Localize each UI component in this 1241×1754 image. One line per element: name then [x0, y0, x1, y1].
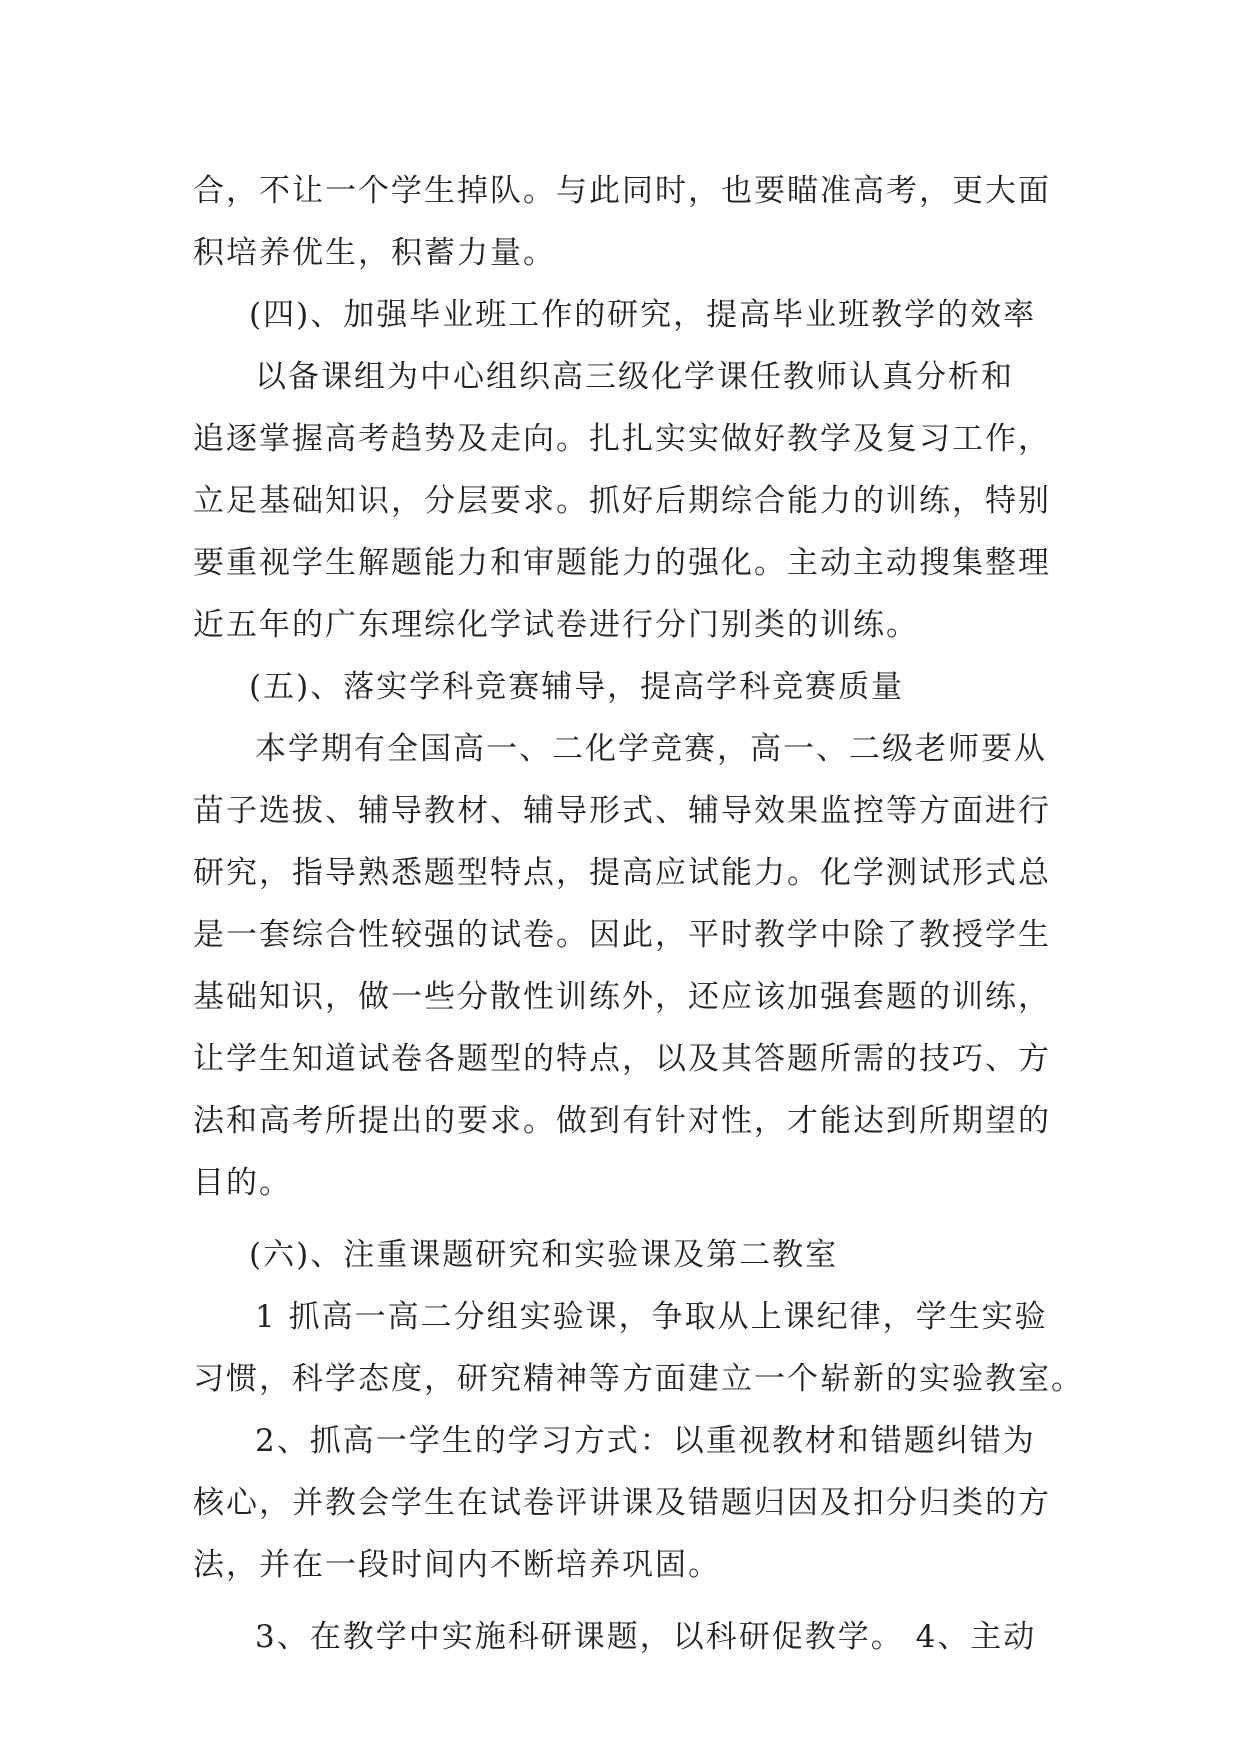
paragraph-line: 立足基础知识，分层要求。抓好后期综合能力的训练，特别 — [193, 483, 1051, 519]
paragraph-line: 让学生知道试卷各题型的特点，以及其答题所需的技巧、方 — [193, 1041, 1051, 1077]
paragraph-line: 3、在教学中实施科研课题，以科研促教学。 4、主动 — [255, 1619, 1037, 1655]
paragraph-gap — [193, 1596, 1051, 1606]
paragraph-line: 以备课组为中心组织高三级化学课任教师认真分析和 — [255, 359, 1014, 395]
paragraph-line: 1 抓高一高二分组实验课，争取从上课纪律，学生实验 — [255, 1299, 1048, 1335]
paragraph-line: 是一套综合性较强的试卷。因此，平时教学中除了教授学生 — [193, 917, 1051, 953]
section-heading-4: (四)、加强毕业班工作的研究，提高毕业班教学的效率 — [249, 297, 1037, 333]
section-heading-5: (五)、落实学科竞赛辅导，提高学科竞赛质量 — [249, 669, 905, 705]
document-body — [193, 160, 1084, 1668]
paragraph-line: 核心，并教会学生在试卷评讲课及错题归因及扣分归类的方 — [193, 1485, 1051, 1521]
paragraph-line: 基础知识，做一些分散性训练外，还应该加强套题的训练， — [193, 979, 1051, 1015]
paragraph-line: 合，不让一个学生掉队。与此同时，也要瞄准高考，更大面 — [193, 173, 1051, 209]
paragraph-line: 研究，指导熟悉题型特点，提高应试能力。化学测试形式总 — [193, 855, 1051, 891]
paragraph-line: 目的。 — [193, 1165, 292, 1201]
paragraph-line: 法，并在一段时间内不断培养巩固。 — [193, 1547, 721, 1583]
paragraph-line: 习惯，科学态度，研究精神等方面建立一个崭新的实验教室。 — [193, 1361, 1084, 1397]
paragraph-line: 法和高考所提出的要求。做到有针对性，才能达到所期望的 — [193, 1103, 1051, 1139]
section-heading-6: (六)、注重课题研究和实验课及第二教室 — [249, 1237, 839, 1273]
paragraph-line: 本学期有全国高一、二化学竞赛，高一、二级老师要从 — [255, 731, 1047, 767]
paragraph-line: 要重视学生解题能力和审题能力的强化。主动主动搜集整理 — [193, 545, 1051, 581]
paragraph-line: 追逐掌握高考趋势及走向。扎扎实实做好教学及复习工作， — [193, 421, 1051, 457]
paragraph-line: 积培养优生，积蓄力量。 — [193, 235, 556, 271]
paragraph-line: 近五年的广东理综化学试卷进行分门别类的训练。 — [193, 607, 919, 643]
paragraph-gap — [193, 1214, 1051, 1224]
paragraph-line: 苗子选拔、辅导教材、辅导形式、辅导效果监控等方面进行 — [193, 793, 1051, 829]
paragraph-line: 2、抓高一学生的学习方式：以重视教材和错题纠错为 — [255, 1423, 1036, 1459]
